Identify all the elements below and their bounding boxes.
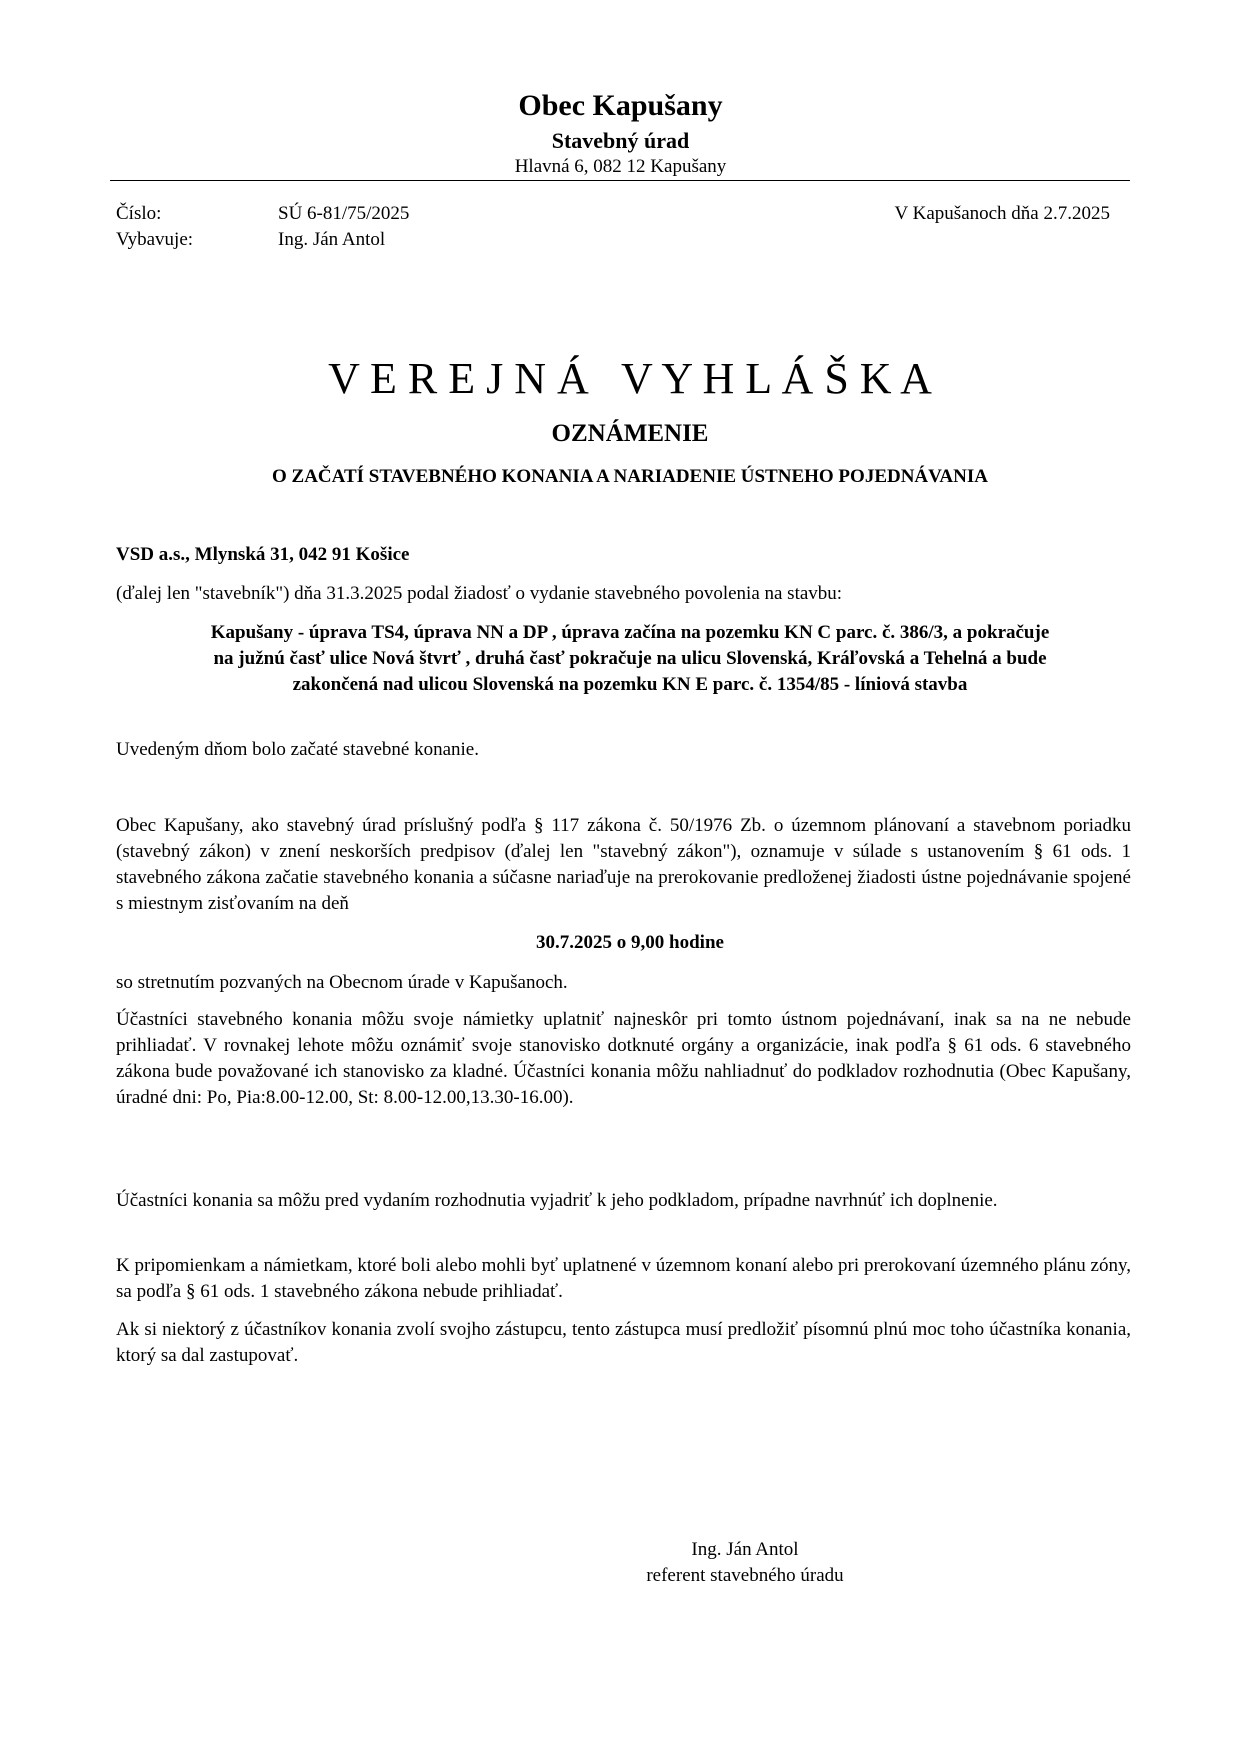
signature-name: Ing. Ján Antol: [691, 1539, 799, 1560]
number-value: SÚ 6-81/75/2025: [278, 203, 410, 224]
header-divider: [110, 180, 1130, 181]
office-name: Stavebný úrad: [551, 128, 690, 153]
notice-subject: O ZAČATÍ STAVEBNÉHO KONANIA A NARIADENIE ÚSTNEHO POJEDNÁVANIA: [272, 466, 988, 487]
hearing-date: 30.7.2025 o 9,00 hodine: [536, 932, 724, 953]
place-date: V Kapušanoch dňa 2.7.2025: [894, 203, 1110, 224]
objections-paragraph: Účastníci stavebného konania môžu svoje námietky uplatniť najneskôr pri tomto ústnom pojednávaní, inak sa na ne nebude prihliadať. V rovnakej lehote môžu oznámiť svoje stanovisko dotknuté orgány a organizácie, inak podľa § 61 ods. 6 stavebného zákona bude považované ich stanovisko za kladné. Účastníci konania môžu nahliadnuť do podkladov rozhodnutia (Obec Kapušany, úradné dni: Po, Pia:8.00-12.00, St: 8.00-12.00,13.30-16.00).: [116, 1009, 1131, 1108]
applicant-request: (ďalej len "stavebník") dňa 31.3.2025 podal žiadosť o vydanie stavebného povolenia na stavbu:: [116, 583, 843, 604]
authority-paragraph: Obec Kapušany, ako stavebný úrad príslušný podľa § 117 zákona č. 50/1976 Zb. o územnom plánovaní a stavebnom poriadku (stavebný zákon) v znení neskorších predpisov (ďalej len "stavebný zákon"), oznamuje v súlade s ustanovením § 61 ods. 1 stavebného zákona začatie stavebného konania a súčasne nariaďuje na prerokovanie predloženej žiadosti ústne pojednávanie spojené s miestnym zisťovaním na deň: [116, 815, 1131, 914]
applicant-name: VSD a.s., Mlynská 31, 042 91 Košice: [116, 544, 410, 565]
construction-line-2: na južnú časť ulice Nová štvrť , druhá časť pokračuje na ulicu Slovenská, Kráľovská a Tehelná a bude: [213, 648, 1047, 669]
comments-paragraph: K pripomienkam a námietkam, ktoré boli alebo mohli byť uplatnené v územnom konaní alebo pri prerokovaní územného plánu zóny, sa podľa § 61 ods. 1 stavebného zákona nebude prihliadať.: [116, 1255, 1131, 1302]
office-address: Hlavná 6, 082 12 Kapušany: [514, 156, 727, 177]
statement-paragraph: Účastníci konania sa môžu pred vydaním rozhodnutia vyjadriť k jeho podkladom, prípadne navrhnúť ich doplnenie.: [116, 1190, 998, 1211]
municipality-title: Obec Kapušany: [518, 89, 723, 122]
handled-label: Vybavuje:: [116, 229, 194, 250]
notice-title: V E R E J N Á V Y H L Á Š K A: [328, 354, 932, 403]
signature-role: referent stavebného úradu: [646, 1565, 844, 1586]
procedure-started: Uvedeným dňom bolo začaté stavebné konanie.: [116, 739, 479, 760]
number-label: Číslo:: [116, 203, 162, 224]
representative-paragraph: Ak si niektorý z účastníkov konania zvolí svojho zástupcu, tento zástupca musí predložiť písomnú plnú moc toho účastníka konania, ktorý sa dal zastupovať.: [116, 1319, 1131, 1366]
construction-line-1: Kapušany - úprava TS4, úprava NN a DP , úprava začína na pozemku KN C parc. č. 386/3, a pokračuje: [210, 622, 1050, 643]
construction-line-3: zakončená nad ulicou Slovenská na pozemku KN E parc. č. 1354/85 - líniová stavba: [292, 674, 968, 695]
handled-value: Ing. Ján Antol: [278, 229, 386, 250]
notice-subtitle: OZNÁMENIE: [551, 420, 709, 447]
meeting-place: so stretnutím pozvaných na Obecnom úrade v Kapušanoch.: [116, 972, 568, 993]
